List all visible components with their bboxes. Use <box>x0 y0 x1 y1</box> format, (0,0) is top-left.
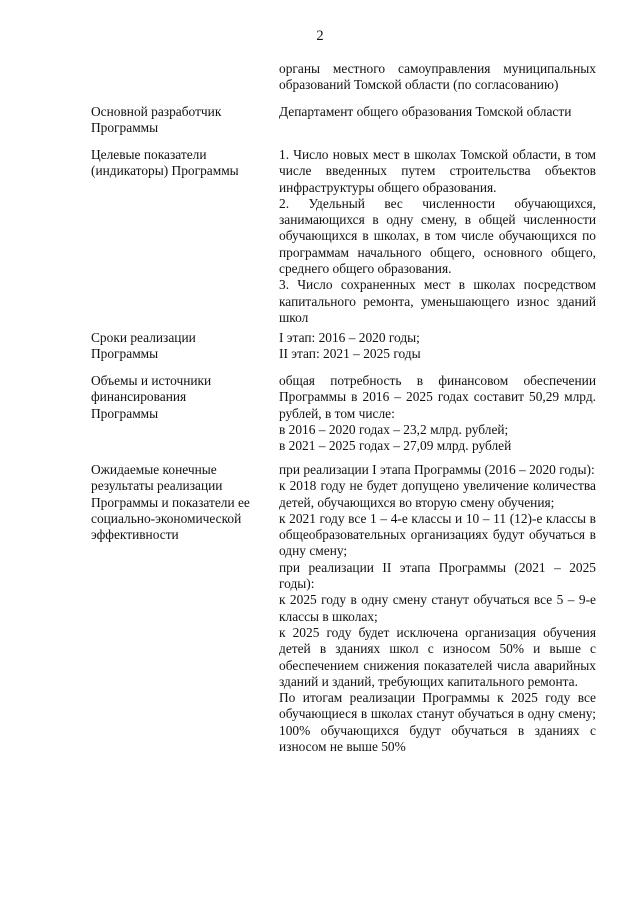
content-paragraph: к 2025 году будет исключена организация обучения детей в зданиях школ с износом 50% и выше с обеспечением снижения показателей числа аварийных зданий и зданий, требующих капитального ремонта. <box>279 624 596 689</box>
content-paragraph: в 2021 – 2025 годах – 27,09 млрд. рублей <box>279 438 512 454</box>
content-paragraph: По итогам реализации Программы к 2025 году все обучающиеся в школах станут обучаться в одну смену; 100% обучающихся будут обучаться в зданиях с износом не выше 50% <box>279 690 596 755</box>
content-paragraph: при реализации I этапа Программы (2016 – 2020 годы): <box>279 462 595 477</box>
content-paragraph: общая потребность в финансовом обеспечении Программы в 2016 – 2025 годах составит 50,29 млрд. рублей, в том числе: <box>279 373 596 421</box>
content-paragraph: при реализации II этапа Программы (2021 – 2025 годы): <box>279 559 596 592</box>
row-label-funding: Объемы и источники финансирования Программы <box>91 373 212 421</box>
row-content-results <box>279 462 596 755</box>
row-content-indicators <box>279 147 596 326</box>
row-label-timeline: Сроки реализации Программы <box>91 330 196 362</box>
page-number: 2 <box>316 28 324 44</box>
content-paragraph: в 2016 – 2020 годах – 23,2 млрд. рублей; <box>279 421 509 437</box>
content-paragraph: Департамент общего образования Томской области <box>279 104 572 119</box>
intro-continuation: органы местного самоуправления муниципальных образований Томской области (по согласованию) <box>279 61 596 93</box>
row-content-timeline <box>279 330 596 363</box>
content-paragraph: 2. Удельный вес численности обучающихся, занимающихся в одну смену, в общей численности обучающихся в школах, в том числе обучающихся по программам начального общего, основного общего, среднего общего образования. <box>279 195 596 277</box>
row-label-results: Ожидаемые конечные результаты реализации Программы и показатели ее социально-экономической эффективности <box>91 462 250 543</box>
content-paragraph: к 2021 году все 1 – 4-е классы и 10 – 11 (12)-е классы в общеобразовательных организациях будут обучаться в одну смену; <box>279 510 596 559</box>
content-paragraph: 1. Число новых мест в школах Томской области, в том числе введенных путем строительства объектов инфраструктуры общего образования. <box>279 147 596 195</box>
content-paragraph: II этап: 2021 – 2025 годы <box>279 346 421 362</box>
content-paragraph: I этап: 2016 – 2020 годы; <box>279 330 420 345</box>
row-label-indicators: Целевые показатели (индикаторы) Программы <box>91 147 239 179</box>
row-label-developer: Основной разработчик Программы <box>91 104 222 136</box>
row-content-funding <box>279 373 596 454</box>
content-paragraph: к 2025 году в одну смену станут обучаться все 5 – 9-е классы в школах; <box>279 592 596 624</box>
content-paragraph: к 2018 году не будет допущено увеличение количества детей, обучающихся во вторую смену обучения; <box>279 478 596 510</box>
row-content-developer <box>279 104 596 120</box>
content-paragraph: 3. Число сохраненных мест в школах посредством капитального ремонта, уменьшающего износ зданий школ <box>279 277 596 325</box>
